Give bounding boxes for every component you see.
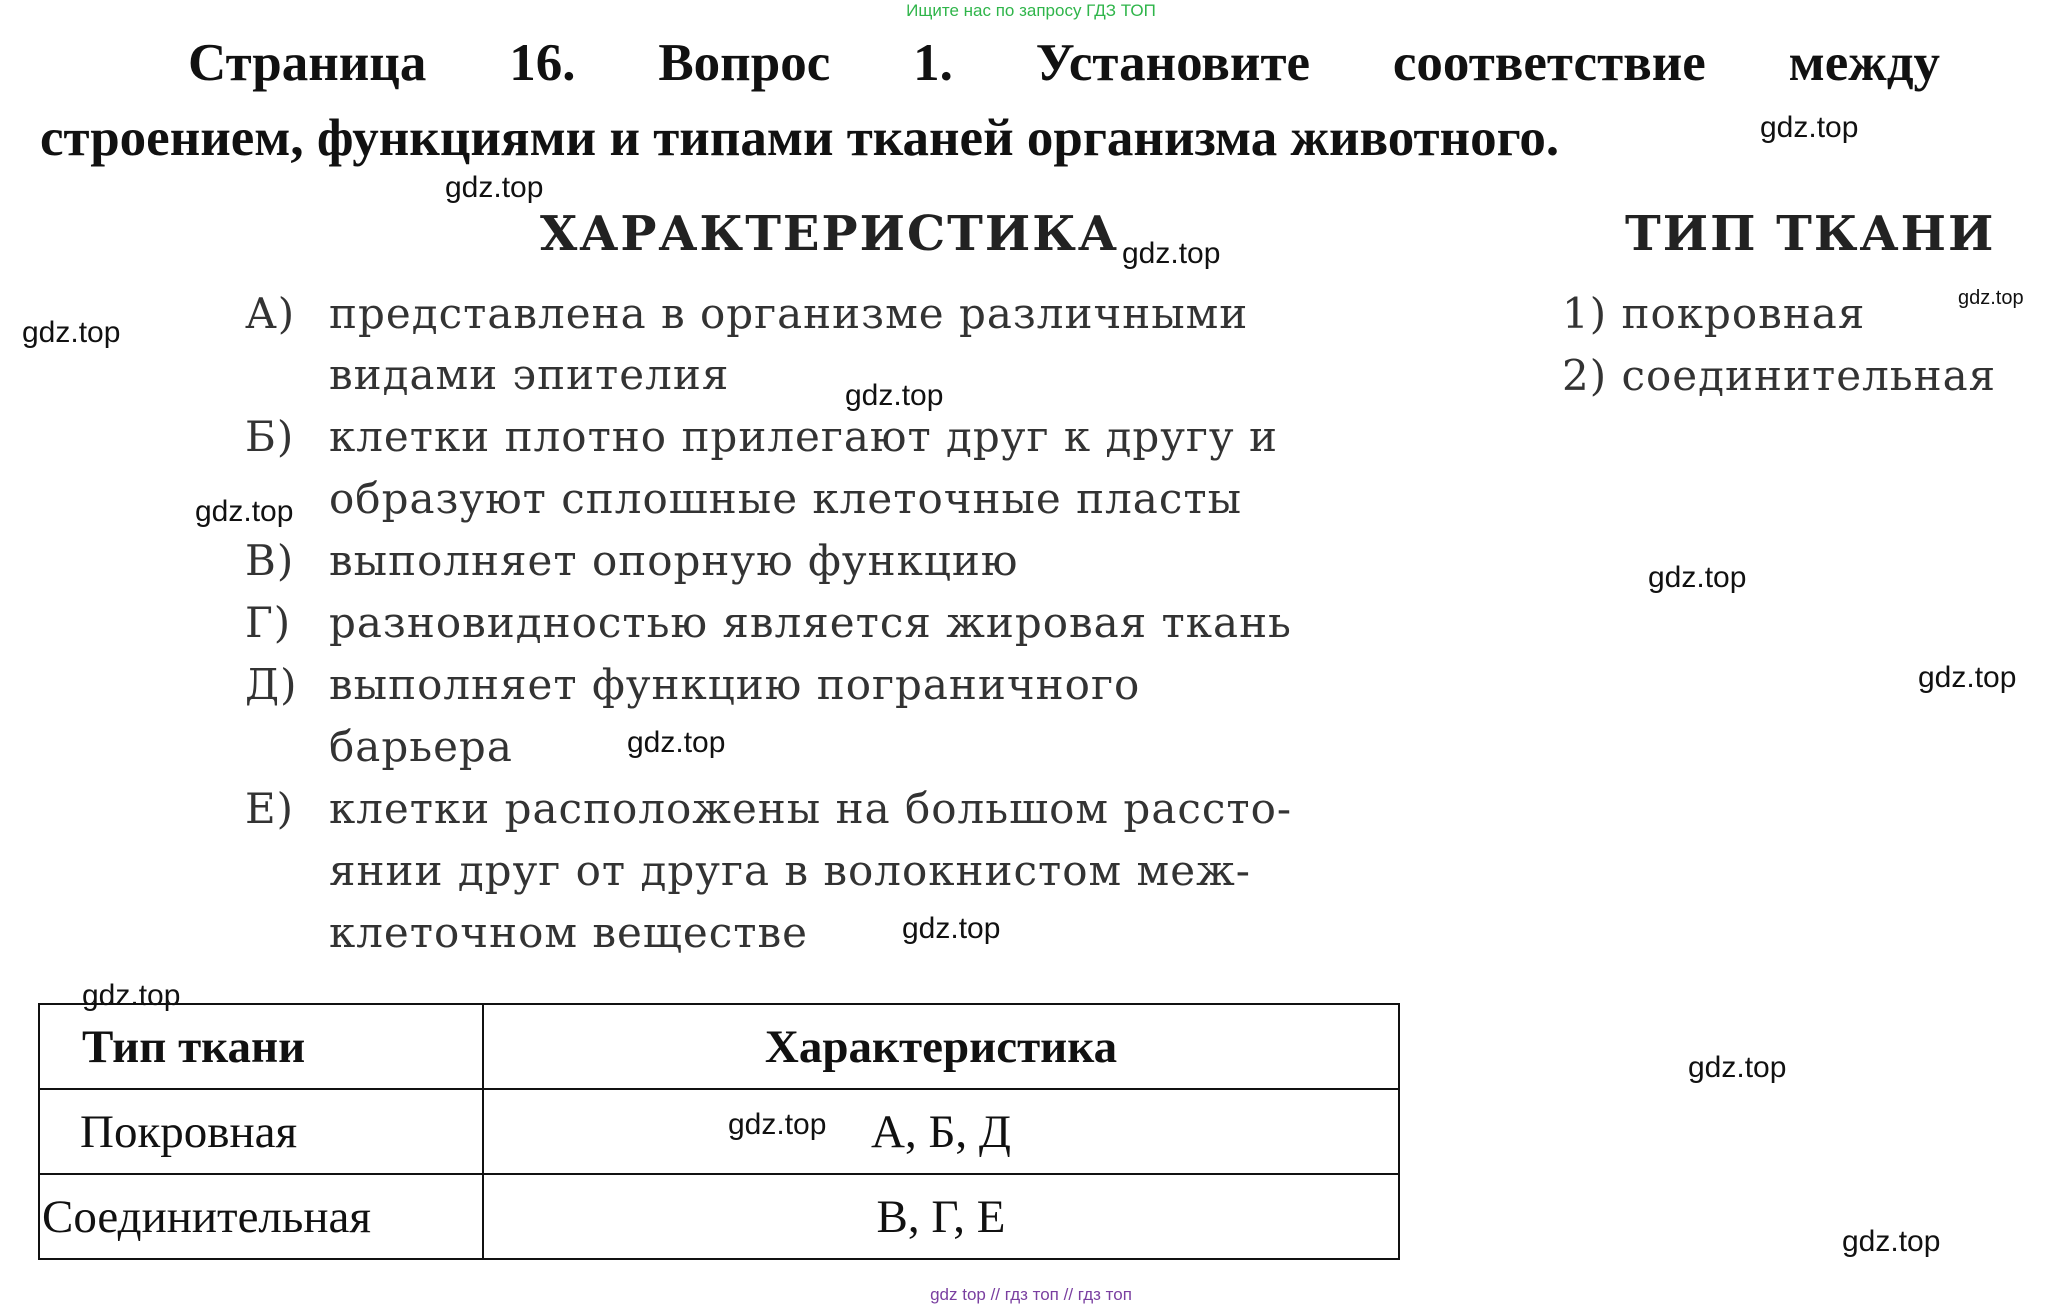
item-text: выполняет функцию пограничного xyxy=(329,660,1141,709)
characteristic-item-g xyxy=(245,592,1292,654)
promo-banner-top[interactable]: Ищите нас по запросу ГДЗ ТОП xyxy=(906,1,1156,20)
item-marker: Е) xyxy=(245,784,295,833)
watermark: gdz.top xyxy=(22,316,121,349)
item-marker: 1) xyxy=(1562,289,1608,338)
characteristic-item-b xyxy=(245,406,1278,468)
watermark: gdz.top xyxy=(1842,1225,1941,1258)
characteristic-item-a xyxy=(245,283,1248,345)
title-word: между xyxy=(1788,34,1941,92)
table-cell: Соединительная xyxy=(39,1174,483,1259)
table-header-cell: Характеристика xyxy=(483,1004,1399,1089)
characteristic-item-d xyxy=(245,654,1140,716)
table-row xyxy=(39,1089,1399,1174)
characteristic-item-d-cont: барьера xyxy=(329,722,513,771)
watermark: gdz.top xyxy=(1688,1051,1787,1084)
watermark: gdz.top xyxy=(1918,661,2017,694)
page-title-line-1 xyxy=(40,28,1940,98)
title-word: Страница xyxy=(188,34,427,92)
characteristic-item-e xyxy=(245,778,1292,840)
tissue-types-heading: ТИП ТКАНИ xyxy=(1625,206,1996,262)
item-text: покровная xyxy=(1621,289,1866,338)
item-text: соединительная xyxy=(1621,351,1997,400)
item-marker: Г) xyxy=(245,598,292,647)
item-text: представлена в организме различными xyxy=(329,289,1249,338)
characteristic-item-a-cont: видами эпителия xyxy=(329,350,730,399)
item-text: разновидностью является жировая ткань xyxy=(329,598,1292,647)
tissue-type-item-2 xyxy=(1562,345,1996,407)
item-marker: Д) xyxy=(245,660,298,709)
item-text: клетки расположены на большом рассто- xyxy=(329,784,1293,833)
page-title-line-2: строением, функциями и типами тканей организма животного. xyxy=(40,109,1560,167)
item-marker: 2) xyxy=(1562,351,1608,400)
characteristic-item-e-cont: янии друг от друга в волокнистом меж- xyxy=(329,846,1251,895)
watermark: gdz.top xyxy=(627,726,726,759)
table-header-row xyxy=(39,1004,1399,1089)
characteristics-heading: ХАРАКТЕРИСТИКА xyxy=(540,206,1119,262)
watermark: gdz.top xyxy=(1760,111,1859,144)
tissue-type-item-1 xyxy=(1562,283,1865,345)
promo-banner-bottom[interactable]: gdz top // гдз топ // гдз топ xyxy=(930,1285,1132,1304)
item-marker: В) xyxy=(245,536,295,585)
title-word: соответствие xyxy=(1392,34,1706,92)
watermark: gdz.top xyxy=(728,1108,827,1141)
table-row xyxy=(39,1174,1399,1259)
watermark: gdz.top xyxy=(1648,561,1747,594)
item-text: клетки плотно прилегают друг к другу и xyxy=(329,412,1278,461)
watermark: gdz.top xyxy=(1958,287,2024,309)
table-cell: А, Б, Д xyxy=(483,1089,1399,1174)
watermark: gdz.top xyxy=(902,912,1001,945)
table-header-cell: Тип ткани xyxy=(39,1004,483,1089)
title-word: Вопрос xyxy=(658,34,831,92)
item-marker: А) xyxy=(245,289,296,338)
watermark: gdz.top xyxy=(845,379,944,412)
item-marker: Б) xyxy=(245,412,295,461)
answer-table xyxy=(38,1003,1400,1260)
title-word: 16. xyxy=(509,34,576,92)
characteristic-item-b-cont: образуют сплошные клеточные пласты xyxy=(329,474,1243,523)
watermark: gdz.top xyxy=(195,495,294,528)
table-cell: В, Г, Е xyxy=(483,1174,1399,1259)
item-text: выполняет опорную функцию xyxy=(329,536,1019,585)
watermark: gdz.top xyxy=(445,171,544,204)
characteristic-item-e-cont: клеточном веществе xyxy=(329,908,809,957)
title-word: 1. xyxy=(913,34,953,92)
watermark: gdz.top xyxy=(82,979,181,1012)
title-word: Установите xyxy=(1035,34,1311,92)
watermark: gdz.top xyxy=(1122,237,1221,270)
table-cell: Покровная xyxy=(39,1089,483,1174)
characteristic-item-v xyxy=(245,530,1018,592)
